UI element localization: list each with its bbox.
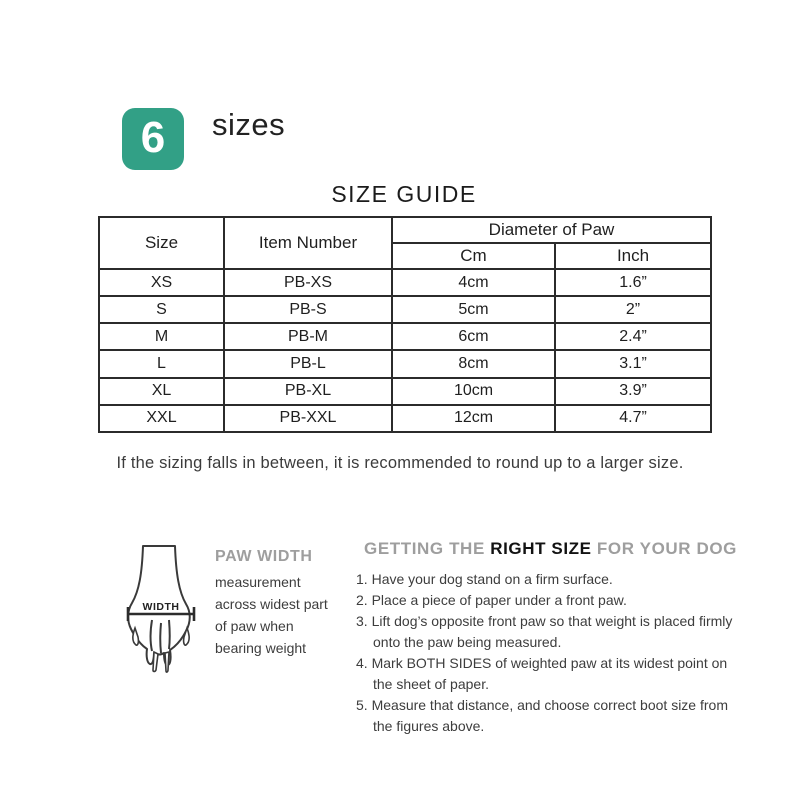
instruction-step <box>356 695 748 737</box>
cell-inch: 1.6” <box>555 269 711 296</box>
instruction-step-text: Mark BOTH SIDES of weighted paw at its widest point on the sheet of paper. <box>371 655 728 692</box>
cell-item-number: PB-S <box>224 296 392 323</box>
cell-cm: 12cm <box>392 405 555 432</box>
cell-item-number: PB-L <box>224 350 392 377</box>
cell-item-number: PB-XXL <box>224 405 392 432</box>
cell-inch: 2.4” <box>555 323 711 350</box>
table-row <box>99 350 711 377</box>
column-group-diameter-of-paw: Diameter of Paw <box>392 217 711 243</box>
cell-cm: 4cm <box>392 269 555 296</box>
size-guide-title: SIZE GUIDE <box>331 181 477 207</box>
cell-size: XXL <box>99 405 224 432</box>
cell-item-number: PB-M <box>224 323 392 350</box>
paw-toe-line-right <box>169 620 170 649</box>
table-row <box>99 405 711 432</box>
size-table-body <box>99 269 711 432</box>
instruction-step <box>356 569 748 590</box>
instruction-steps <box>356 569 748 737</box>
cell-inch: 3.1” <box>555 350 711 377</box>
instruction-step-text: Have your dog stand on a firm surface. <box>371 571 613 587</box>
cell-size: S <box>99 296 224 323</box>
paw-toe-line-middle <box>160 623 161 653</box>
table-row <box>99 323 711 350</box>
column-header-cm: Cm <box>392 243 555 269</box>
cell-size: M <box>99 323 224 350</box>
cell-cm: 8cm <box>392 350 555 377</box>
paw-claw-center-left <box>153 652 158 672</box>
paw-illustration <box>126 544 196 677</box>
heading-prefix: GETTING THE <box>364 539 491 558</box>
sizes-count-badge <box>122 108 184 170</box>
cell-cm: 6cm <box>392 323 555 350</box>
paw-claw-center-right <box>165 652 169 672</box>
heading-suffix: FOR YOUR DOG <box>591 539 737 558</box>
cell-size: L <box>99 350 224 377</box>
table-row <box>99 296 711 323</box>
instructions-heading <box>364 539 737 559</box>
cell-cm: 10cm <box>392 378 555 405</box>
paw-width-block <box>215 548 333 659</box>
size-guide-table <box>98 216 712 433</box>
cell-item-number: PB-XL <box>224 378 392 405</box>
sizes-count-number: 6 <box>140 113 166 162</box>
cell-item-number: PB-XS <box>224 269 392 296</box>
sizes-label: sizes <box>212 107 286 142</box>
column-header-item-number: Item Number <box>224 217 392 269</box>
cell-inch: 2” <box>555 296 711 323</box>
instruction-step <box>356 653 748 695</box>
paw-width-title: PAW WIDTH <box>215 548 313 565</box>
column-header-inch: Inch <box>555 243 711 269</box>
instruction-step-text: Measure that distance, and choose correct boot size from the figures above. <box>371 697 728 734</box>
cell-size: XL <box>99 378 224 405</box>
instruction-step <box>356 590 748 611</box>
instruction-step <box>356 611 748 653</box>
width-arrow-label: WIDTH <box>142 601 180 613</box>
instruction-step-text: Lift dog’s opposite front paw so that weight is placed firmly onto the paw being measured. <box>371 613 733 650</box>
cell-inch: 4.7” <box>555 405 711 432</box>
cell-size: XS <box>99 269 224 296</box>
cell-inch: 3.9” <box>555 378 711 405</box>
sizing-note: If the sizing falls in between, it is recommended to round up to a larger size. <box>116 454 684 472</box>
instruction-step-text: Place a piece of paper under a front paw. <box>371 592 627 608</box>
heading-emphasis: RIGHT SIZE <box>490 539 592 558</box>
cell-cm: 5cm <box>392 296 555 323</box>
paw-width-description: measurement across widest part of paw when bearing weight <box>215 574 328 656</box>
table-row <box>99 378 711 405</box>
table-row <box>99 269 711 296</box>
column-header-size: Size <box>99 217 224 269</box>
